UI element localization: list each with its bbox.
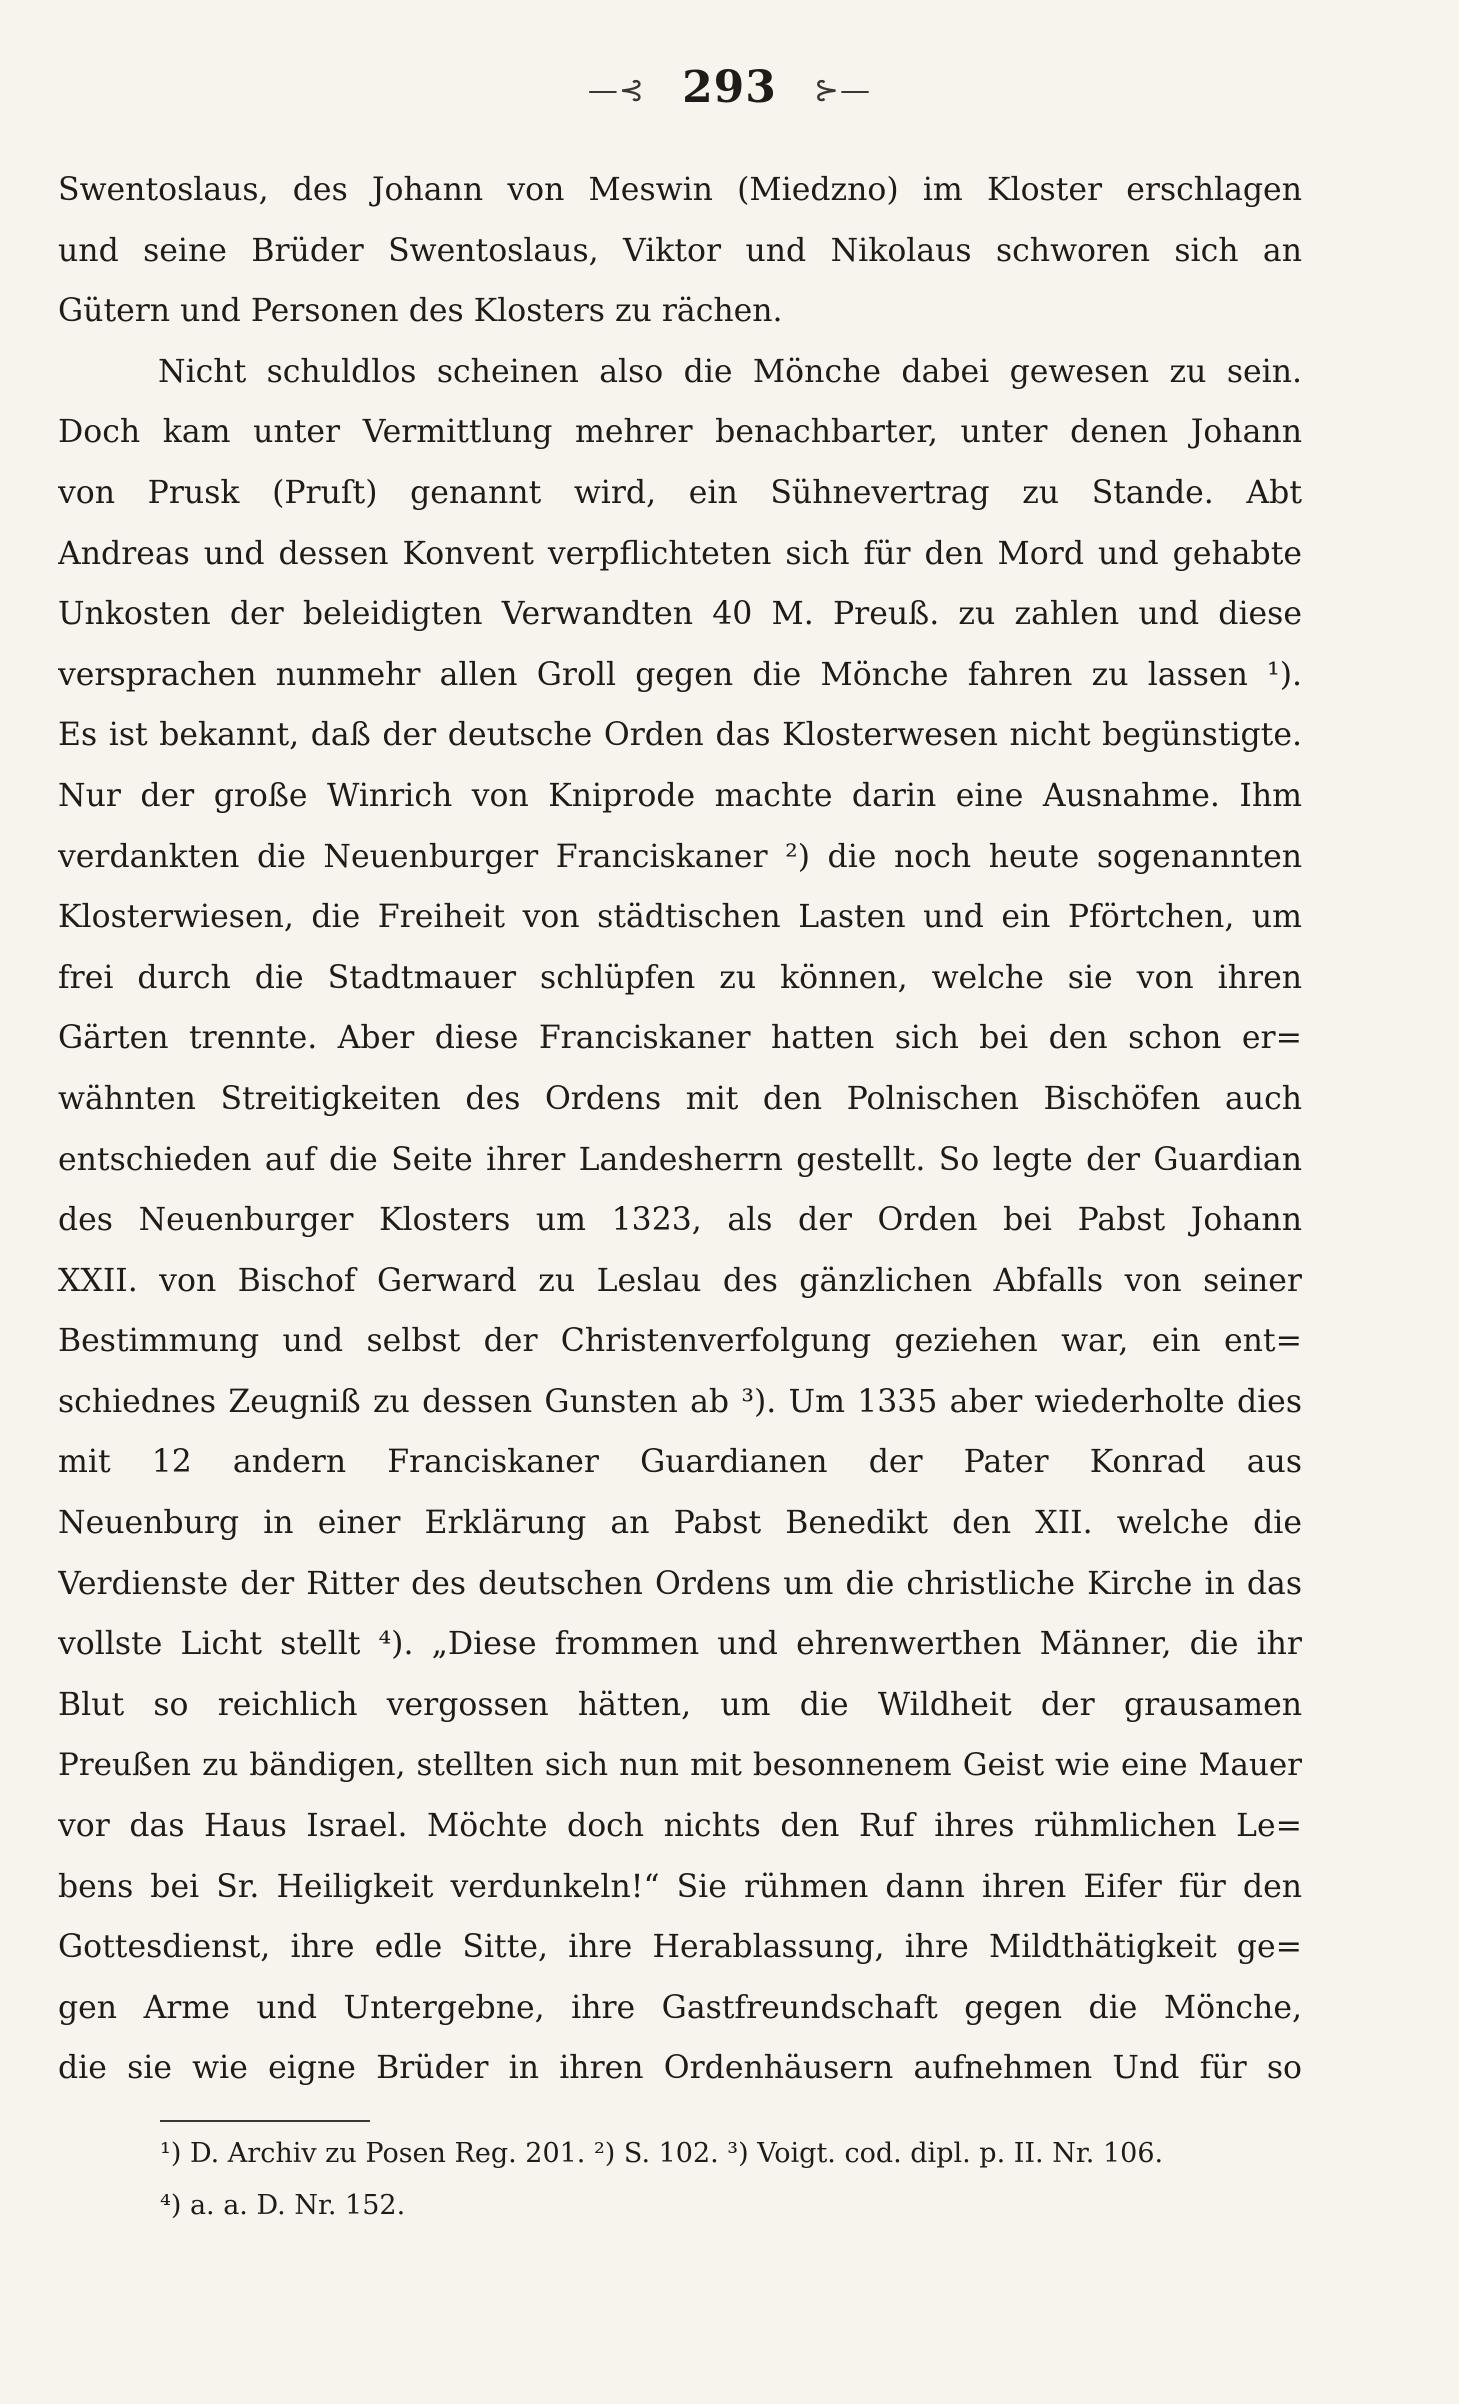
footnotes	[160, 2128, 1302, 2232]
text-line: des Neuenburger Klosters um 1323, als der Orden bei Pabst Johann	[58, 1202, 1302, 1239]
text-line: Gütern und Personen des Klosters zu rächen.	[58, 293, 783, 330]
text-line: Unkosten der beleidigten Verwandten 40 M. Preuß. zu zahlen und diese	[58, 596, 1302, 633]
text-line: Neuenburg in einer Erklärung an Pabst Benedikt den XII. welche die	[58, 1505, 1302, 1542]
text-line: Nicht schuldlos scheinen also die Mönche dabei gewesen zu sein.	[158, 353, 1302, 390]
text-line: schiednes Zeugniß zu dessen Gunsten ab ³). Um 1335 aber wiederholte dies	[58, 1383, 1302, 1420]
text-line: von Prusk (Pruſt) genannt wird, ein Sühnevertrag zu Stande. Abt	[58, 474, 1302, 511]
footnote-separator	[160, 2120, 370, 2122]
text-line: Blut so reichlich vergossen hätten, um die Wildheit der grausamen	[58, 1686, 1302, 1723]
text-line: vollste Licht stellt ⁴). „Diese frommen und ehrenwerthen Männer, die ihr	[58, 1626, 1302, 1663]
text-line: frei durch die Stadtmauer schlüpfen zu können, welche sie von ihren	[58, 959, 1302, 996]
footnote-line: ¹) D. Archiv zu Posen Reg. 201. ²) S. 102. ³) Voigt. cod. dipl. p. II. Nr. 106.	[160, 2138, 1164, 2169]
text-line: Preußen zu bändigen, stellten sich nun mit besonnenem Geist wie eine Mauer	[58, 1747, 1302, 1784]
text-line: mit 12 andern Franciskaner Guardianen der Pater Konrad aus	[58, 1444, 1302, 1481]
text-line: Nur der große Winrich von Kniprode machte darin eine Ausnahme. Ihm	[58, 777, 1302, 814]
text-line: wähnten Streitigkeiten des Ordens mit den Polnischen Bischöfen auch	[58, 1080, 1302, 1117]
text-line: gen Arme und Untergebne, ihre Gastfreundschaft gegen die Mönche,	[58, 1989, 1302, 2026]
text-line: Es ist bekannt, daß der deutsche Orden das Klosterwesen nicht begünstigte.	[58, 717, 1302, 754]
text-line: versprachen nunmehr allen Groll gegen die Mönche fahren zu lassen ¹).	[58, 656, 1302, 693]
text-line: Gottesdienst, ihre edle Sitte, ihre Herablassung, ihre Mildthätigkeit ge=	[58, 1929, 1302, 1966]
text-line: Klosterwiesen, die Freiheit von städtischen Lasten und ein Pförtchen, um	[58, 899, 1302, 936]
text-line: die sie wie eigne Brüder in ihren Ordenhäusern aufnehmen Und für so	[58, 2050, 1302, 2087]
text-line: und seine Brüder Swentoslaus, Viktor und Nikolaus schworen sich an	[58, 232, 1302, 269]
body-text	[58, 160, 1302, 2099]
text-line: bens bei Sr. Heiligkeit verdunkeln!“ Sie rühmen dann ihren Eifer für den	[58, 1868, 1302, 1905]
text-line: Bestimmung und selbst der Christenverfolgung geziehen war, ein ent=	[58, 1323, 1302, 1360]
text-line: Doch kam unter Vermittlung mehrer benachbarter, unter denen Johann	[58, 414, 1302, 451]
ornament-right: ⊱—	[813, 73, 872, 108]
text-line: Gärten trennte. Aber diese Franciskaner hatten sich bei den schon er=	[58, 1020, 1302, 1057]
footnote-line: ⁴) a. a. D. Nr. 152.	[160, 2190, 406, 2221]
text-line: vor das Haus Israel. Möchte doch nichts den Ruf ihres rühmlichen Le=	[58, 1808, 1302, 1845]
page-number: 293	[682, 62, 777, 113]
text-line: entschieden auf die Seite ihrer Landesherrn gestellt. So legte der Guardian	[58, 1141, 1302, 1178]
text-line: Verdienste der Ritter des deutschen Ordens um die christliche Kirche in das	[58, 1565, 1302, 1602]
text-line: XXII. von Bischof Gerward zu Leslau des gänzlichen Abfalls von seiner	[58, 1262, 1302, 1299]
page-header	[0, 62, 1459, 113]
text-line: Andreas und dessen Konvent verpflichteten sich für den Mord und gehabte	[58, 535, 1302, 572]
ornament-left: —⊰	[587, 73, 646, 108]
text-line: verdankten die Neuenburger Franciskaner ²) die noch heute sogenannten	[58, 838, 1302, 875]
text-line: Swentoslaus, des Johann von Meswin (Miedzno) im Kloster erschlagen	[58, 172, 1302, 208]
